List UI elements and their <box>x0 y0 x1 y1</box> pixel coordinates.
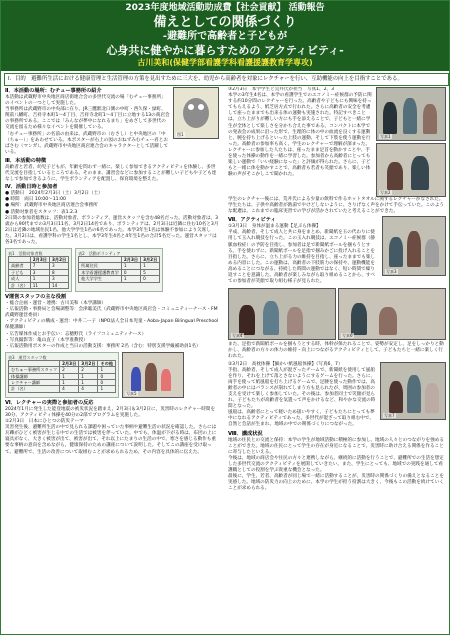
table-cell: 1 <box>30 276 49 282</box>
photo-caption: 写真1 <box>380 134 391 139</box>
table-header-cell: その他 <box>98 360 116 366</box>
table-caption: 表1 活動対象者数 <box>8 251 43 257</box>
section-body-lecture: 2024年1月に発生した能登地震の被災状況を踏まえ、2月3日＆3月2日に，災害時のレクチャー時間を30分、アクティビティ体操を40分の2部でプログラムを実施した。 ①2月3日 日本にひとつの防災テーマ 災害発生後、避難所生活の中で見られる課題や困っていた事柄や避難生活の状況を確認した。さらには瓦礫がひどく被害が生じる中での生活では被害を伴っていた。中でも、体温が下がる時は、布団の上に寝具がなく、大きく被害が出て、被害が出て、それ以上にたまりの生活の中で、寒さを感じる動作も重要な事柄の意向を含めながら、健康保持のための講座について説明した。そしてこの講座を受け取って、避難所で、生活の改善について取組むことが求められるため、その内容を具体的に伝えた。 <box>5 406 217 455</box>
table-cell: 0 <box>121 269 140 275</box>
poster-subtitle-2: 心身共に健やかに暮らすための アクティビティ- <box>106 44 344 57</box>
table-caption: 表3 運営スタッフ数 <box>8 354 47 360</box>
table-cell: 3 <box>49 276 68 282</box>
table-cell: 1 <box>60 380 79 386</box>
section-title-schedule: Ⅳ．活動日時と参加者 <box>5 184 58 191</box>
poster-header <box>1 1 449 71</box>
table-cell: 1 <box>141 263 160 269</box>
photo-caption: 写真6 <box>342 333 353 339</box>
table-cell: 2 <box>60 367 79 373</box>
photo-3 <box>382 216 446 276</box>
table-cell: レクチャー講師 <box>9 380 60 386</box>
photo-2 <box>376 143 446 197</box>
table-cell: 4 <box>60 386 79 392</box>
table-cell: 1 <box>98 367 116 373</box>
table-cell: 11 <box>30 282 49 288</box>
table-row <box>9 380 116 386</box>
table-cell: 2 <box>79 367 98 373</box>
purpose-box: Ⅰ．目的 避難所生活における健康管理と生活管理の方策を見出すために三大を、幼児から高齢者を対象にレクチャーを行い、互助機能の向上を目指すことである。 <box>4 73 449 86</box>
table-row <box>9 373 116 379</box>
section-title-location: Ⅱ．本活動の場所：むチュー事務所の紹介 <box>5 88 102 94</box>
table-cell: 7 <box>30 263 49 269</box>
photo-5 <box>122 352 184 398</box>
table-cell: 成人 <box>9 276 31 282</box>
table-cell: 4 <box>79 386 98 392</box>
section-body-location: 本活動は武蔵野市中央地区商店街連合会の多世代交流の場「むチュー事務所」のイベントの一つとして実施した。 当事務所は武蔵野市の中央部に在り、JR三鷹駅北口側の中町・西久保・緑町、関前八幡町、吉祥寺本町1〜4丁目、吉祥寺北町1〜4丁目に立地する13の商店会の事務所である。ここでは「みんなが夢中になれるまち」をめざして多世代の交流を図るため様々なイベントを開催している。 「むチュー事務所」の名前の由来は、武蔵野市の（むさし）と中央地区の「中（ちゅー）」をあわせている。本ポスターが右上の図のおねずみむチュー君とおばさむ（マンガ）。武蔵野市中央地区商店連合会のキャラクターとして活躍している。 <box>5 95 170 155</box>
table-cell: 体操講師 <box>9 373 60 379</box>
report-label: 2023年度地域活動助成費【社会貢献】 活動報告 <box>125 3 325 13</box>
section-title-lecture: Ⅵ．レクチャーの実際と参加者の反応 <box>5 399 94 406</box>
poster-title: 備えとしての関係づくり <box>153 15 297 30</box>
table-cell: 1 <box>121 276 140 282</box>
table-cell: 計（名） <box>9 386 60 392</box>
photo-caption: 写真3 <box>386 269 397 275</box>
table-header-cell: 2月3日 <box>60 360 79 366</box>
table-row <box>9 367 116 373</box>
section-body-schedule: ● 活動日 2024年2月3日（土）3月2日（土） ● 時間 両日 10:00〜11:00 ● 場所：武蔵野市中央地区商店連合会事務所 ● 活動対象者をスタッフ：表1.2.3 2日間の参加者総数は、活動対象者、ボランティア、運営スタッフを含む48名だった。活動対象者は、3歳から90代までの3月3日11名、3月2日14名であり、ボランティアは、2月3日は近隣に住む10名と3月2日は近隣の地域住民1名、他大学学生1名の6名であった。本学3年生1名は体験不参加により欠席した。3月2日は、看護学科の学生1名とし、本学3年生4名と4年生1名の合計5名だった。運営スタッフは各3名であった。 <box>5 191 219 245</box>
table-cell: 他大学学生 <box>79 276 122 282</box>
photo-caption: 写真7 <box>384 412 395 418</box>
section-body-lecture-2: ③2月3日 本学学生と荒井氏が担当 写真1、2、3 本学の3年生4名は、本学の看護学生でのエコノミー症候群の予防に関する約10分間のレクチャーを行った。高齢者や子どもにも興味を持ってもらえるよう、紙芝居方式で行われた。さらに高齢者の安全を考慮して座ったままでも出来る体の運動も実施された。特記すべきことは、立ち上がりが難しい方にも手を添えることで、子どもと一緒に学生が全体として楽しさを分かち合えた事である。コンパクトに本学での発表会の成果に沿った形で、生理的に体の中の血流を良くする運動と、腕を持ち上げるといった上肢の運動、そして下肢を使う運動を行った。高齢者の参加率も高く、学生のレクチャーで理解が深まった。 レクチャーに参加した人たちは、座ったまま足首を動かすことや、手を使った体操の動作を一緒に学習した。参加者から高齢者にとっても楽しい運動で「いい経験になった」と評価が得られた。さらに、子どもと一緒に体を動かすことで、高齢者も若者も笑顔であり、楽しい体験の声がそこかしこで聞かれた。 <box>228 87 372 178</box>
table-cell: 計（名） <box>9 282 31 288</box>
table-cell: 所属住民 <box>79 263 122 269</box>
left-column <box>5 87 219 632</box>
table-cell: 1 <box>98 386 116 392</box>
section-title-activity: Ⅶ．アクティビティ <box>228 217 276 224</box>
section-body-towel: 学生のレクチャー後には、荒井氏による少量の飲料で作るホットタオルに関するレクチャーがなされた。学生たちは、子供や高齢者が熱湯でやけどしないように、さりげなく声をかけて手伝っていた。このような配慮は、これまでの臨床実習での学びが活かされていたと考えることができた。 <box>228 197 444 215</box>
table-row <box>9 386 116 392</box>
table-row <box>9 282 69 288</box>
table-cell: 1 <box>79 373 98 379</box>
table-header-cell: 3月2日 <box>79 360 98 366</box>
table-volunteers <box>75 248 163 292</box>
table-cell: 3 <box>49 263 68 269</box>
table-cell: 5 <box>141 269 160 275</box>
poster-subtitle-1: -避難所で高齢者と子どもが <box>162 31 288 42</box>
table-participants <box>5 248 72 292</box>
table-header-cell: 2月3日 <box>121 257 140 263</box>
table-cell: 1 <box>79 380 98 386</box>
table-header-cell: 2月3日 <box>30 257 49 263</box>
table-header-cell: 3月2日 <box>141 257 160 263</box>
table-cell: 1 <box>60 373 79 379</box>
photo-caption: 写真4 <box>232 333 243 339</box>
table-cell: 1 <box>121 263 140 269</box>
section-title-results: Ⅷ．講成状況 <box>228 430 263 437</box>
photo-1 <box>376 87 446 141</box>
table-cell: 0 <box>98 373 116 379</box>
section-body-features: 高齢者と若者、幼児子どもが、年齢を問わず一緒に、楽しく参加できるアクティビティを体験し、多世代交流を目指しているところである。そのまま、講習会などに参加することが難しい子どもや子ども達なしで参加できるように、学生ボランティアを配置し、保育環境を整えた。 <box>5 164 217 183</box>
character-illustration <box>173 87 219 139</box>
photo-4 <box>228 288 336 340</box>
photo-caption: 写真5 <box>126 390 137 396</box>
section-title-staff: Ⅴ運営スタッフの主な役割 <box>5 294 67 301</box>
section-body-results: 地域の住民との交流と保持：本学の学生が地域活動に積極的に参加し、地域の人々とのつながりを強めることができた。地域の住民にとって学生の存在が身近になることで、災害時に助け合える関係を作ることに寄与したといえる。 今後は、地域の商店会や住民の方々と連携しながら、継続的に活動を行うことで、避難所での生活を想定した多世代交流のアクティビティを展開していきたい。また、学生にとっても、地域での実践を通して看護職としての役割を学ぶ貴重な機会となった。 最後に、学生、若者、高齢者が同じ場で一緒に活動することが、災害時の関係づくりの備えとなることを実感した。地域の防災力の向上のために、本学の学生が担う役割は大きく、今後もこの活動を続けていくことが求められる。 <box>228 437 444 492</box>
section-body-balloon: ②3月2日 高枕体操【細かい紙風船体操】（写真6，7） 手指、高齢者、そして成人が混ざったチームで、新聞紙を使用して風船を作り、それを上げて落とさないようにするゲームを行った。さらに、両手を使って紙風船を打ち上げるゲームで、足腰を使った動作では、高齢者の中にはバランスが崩れてしまう方も見られたが、周囲の参加者の支えを受けて楽しく参加していた。その後は、参加者同士で笑顔が見られ、子どもたちが高齢者を気遣って声をかけるなど、和やかな交流の時間となった。 風船は、高齢者にとって軽いため扱いやすく、子どもたちにとっても夢中になれるアクティビティであった。多世代が混ざって取り組む中で、自然と会話が生まれ、地域の中での関係づくりにつながった。 <box>228 361 376 428</box>
illustration-caption: 図1 <box>177 132 184 137</box>
table-cell: 3 <box>30 269 49 275</box>
right-column <box>228 87 446 632</box>
table-caption: 表2 活動ボランティア <box>78 251 121 257</box>
photo-6 <box>338 288 446 340</box>
table-cell: 0 <box>141 276 160 282</box>
table-cell: むちゅー事務所スタッフ <box>9 367 60 373</box>
table-cell: 本学看護援護教育学 <box>79 269 122 275</box>
section-body-activity: ①3月3日 身体が温まる運動【足ぶら体操】 平成、高齢者、そして成人と共に身をまとめ、新聞紙を玉の代わりに使用して玉入れ競技を行った。この玉入れ競技は、エコノミー症候群（静脈血栓症）の予防を目指し、参加者は足で新聞紙ボールを掴もうとする。手を使わずに、新聞紙ボールを足指で掴みかごに投げ入れることを目指した。さらに、立ち上がる力の維持を目指し、座ったままでも楽しめる内容にした。この運動は、高齢者の下肢筋力の保持や、運動機能を高めることにつながる、持続した時間の運動ではなく、短い時間で繰り返すことを意識した。高齢者が楽しみながら取り組めることから、すべての参加者が笑顔で取り組む様子が見られた。 <box>228 224 376 285</box>
section-title-features: Ⅲ．本活動の特徴 <box>5 157 47 164</box>
table-cell: 0 <box>98 380 116 386</box>
section-body-staff: ・総合企画・運営・連携：古川美和（本学講師） ・広報活動・事務局と会場調整等：会津聡美氏（武蔵野市中央地区商店会・コミュニティーナース・FM武蔵野運営委員） ・アクティビティの構成・運営：中井二ー子（NPO法人全日本児童・Aoba-Japan Bilingual Preschool 保健講師） ・広告媒体作成とお手伝い：志穂野氏（ライフコミュニティナース） ・写真撮影等：亀山直子（本学准教授） ・広報活動用ポスターの作成と当日の活動支援：事務所 2名（含む：特別支援学級補助員1名） <box>5 301 219 349</box>
photo-7 <box>380 362 446 420</box>
table-staff <box>5 352 119 398</box>
table-cell: 高齢者 <box>9 263 31 269</box>
table-cell: 8 <box>49 269 68 275</box>
photo-caption: 写真2 <box>380 190 391 195</box>
author-line: 古川美和(保健学部看護学科看護援護教育学専攻) <box>137 58 313 67</box>
table-cell: 14 <box>49 282 68 288</box>
table-cell: 子ども <box>9 269 31 275</box>
table-header-cell: 3月2日 <box>49 257 68 263</box>
table-row <box>79 276 160 282</box>
section-body-activity-2: また、足指で新聞紙ボールを掴もうとする時、体幹が保たれることで、姿勢が安定し、足をしっかりと動かし、高齢者の方々の体力の維持・向上につながるアクティビティとして、子どもたちと一緒に楽しく行われた。 <box>228 342 444 360</box>
